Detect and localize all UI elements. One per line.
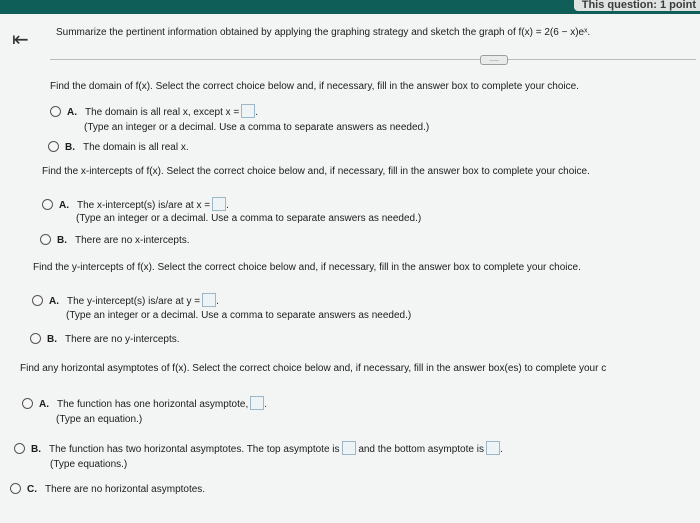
xint-option-b[interactable]: B. There are no x-intercepts. [40,234,190,246]
yint-option-b[interactable]: B. There are no y-intercepts. [30,333,180,345]
radio-button[interactable] [32,295,43,306]
yint-hint: (Type an integer or a decimal. Use a comma to separate answers as needed.) [66,310,412,321]
problem-prompt: Summarize the pertinent information obtained by applying the graphing strategy and sketch the graph of f(x) = 2(6 − x)eˣ. [56,27,591,38]
radio-button[interactable] [22,398,33,409]
xint-answer-box[interactable] [212,197,226,211]
asym-a-answer-box[interactable] [250,396,264,410]
xint-option-a[interactable]: A. The x-intercept(s) is/are at x = . [42,197,229,211]
asym-bottom-answer-box[interactable] [486,441,500,455]
radio-button[interactable] [48,141,59,152]
domain-hint: (Type an integer or a decimal. Use a comma to separate answers as needed.) [84,122,430,133]
domain-question: Find the domain of f(x). Select the correct choice below and, if necessary, fill in the answer box to complete your choice. [50,81,579,92]
domain-answer-box[interactable] [241,104,255,118]
radio-button[interactable] [50,106,61,117]
back-to-start-icon[interactable]: ⇤ [12,29,29,51]
yint-answer-box[interactable] [202,293,216,307]
radio-button[interactable] [14,443,25,454]
domain-option-b[interactable]: B. The domain is all real x. [48,141,189,153]
radio-button[interactable] [42,199,53,210]
xint-hint: (Type an integer or a decimal. Use a comma to separate answers as needed.) [76,213,422,224]
radio-button[interactable] [40,234,51,245]
asym-a-hint: (Type an equation.) [56,414,143,425]
radio-button[interactable] [10,483,21,494]
asym-option-c[interactable]: C. There are no horizontal asymptotes. [10,483,205,495]
asym-b-hint: (Type equations.) [50,459,128,470]
divider [50,59,696,60]
asym-top-answer-box[interactable] [342,441,356,455]
domain-option-a[interactable]: A. The domain is all real x, except x = . [50,104,258,118]
radio-button[interactable] [30,333,41,344]
xint-question: Find the x-intercepts of f(x). Select the correct choice below and, if necessary, fill in the answer box to complete your choice. [42,166,590,177]
asym-option-b[interactable]: B. The function has two horizontal asymptotes. The top asymptote is and the bottom asymptote is . [14,441,503,455]
asym-option-a[interactable]: A. The function has one horizontal asymptote, . [22,396,267,410]
yint-question: Find the y-intercepts of f(x). Select the correct choice below and, if necessary, fill in the answer box to complete your choice. [33,262,581,273]
asym-question: Find any horizontal asymptotes of f(x). Select the correct choice below and, if necessary, fill in the answer box(es) to complete your c [20,363,607,374]
yint-option-a[interactable]: A. The y-intercept(s) is/are at y = . [32,293,219,307]
question-points-banner: This question: 1 point [574,0,700,11]
more-button[interactable]: ..... [480,55,508,65]
